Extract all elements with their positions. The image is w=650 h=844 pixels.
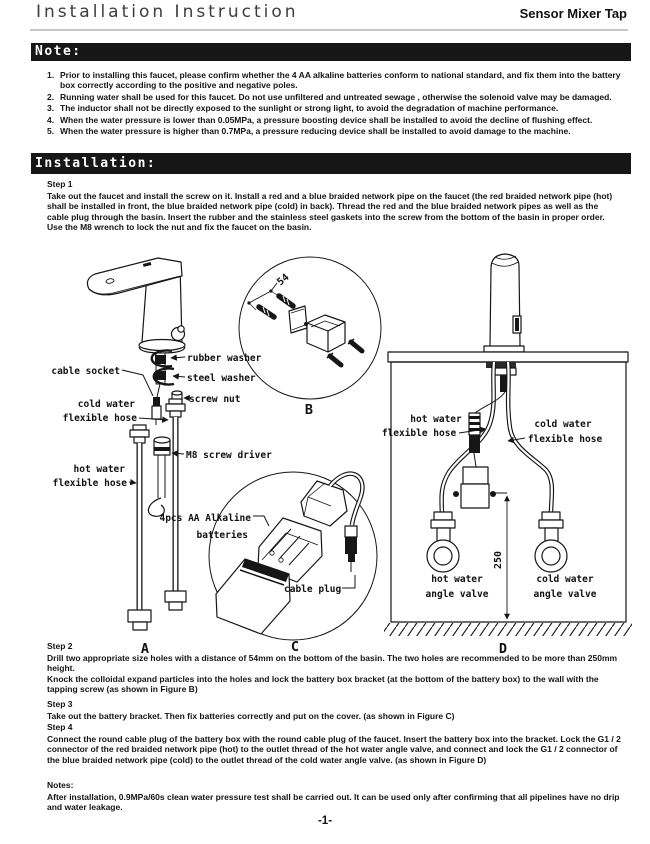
step-2-text-2: Knock the colloidal expand particles into the holes and lock the battery box bracket (at the bottom of the battery box) to the wall with the tapping screw (as shown in Figure B) xyxy=(47,673,599,695)
note-section-bar: Note: xyxy=(31,43,631,61)
figure-a-label: A xyxy=(140,641,150,657)
note-item xyxy=(47,92,621,102)
note-item-number: 2. xyxy=(47,91,55,102)
callout-hot-water: hot water xyxy=(73,464,125,475)
note-item-number: 4. xyxy=(47,114,55,125)
callout-cold-valve: cold water xyxy=(536,574,594,585)
figure-c-label: C xyxy=(290,639,300,655)
step-1-heading: Step 1 xyxy=(47,179,73,189)
product-name: Sensor Mixer Tap xyxy=(519,6,627,21)
ground-hatch xyxy=(384,623,632,636)
step-2-heading: Step 2 xyxy=(47,641,73,651)
note-item-number: 5. xyxy=(47,126,55,137)
figure-d-label: D xyxy=(498,641,508,657)
figure-d-callouts xyxy=(382,414,603,657)
callout-cable-plug: cable plug xyxy=(284,584,342,595)
battery-box-bracket xyxy=(304,315,345,352)
note-item-text: The inductor shall not be directly exposed to the sunlight or strong light, to avoid the degradation of machine performance. xyxy=(60,103,559,114)
notes-section xyxy=(47,780,621,813)
battery-box-drawing xyxy=(453,467,496,508)
counter-top xyxy=(388,352,628,362)
note-item-text: Running water shall be used for this faucet. Do not use unfiltered and untreated sewage , otherwise the solenoid valve may be damaged. xyxy=(60,91,612,102)
callout-cable-socket: cable socket xyxy=(51,366,120,377)
cold-hose-drawing xyxy=(165,399,186,610)
callout-hot-valve-2: angle valve xyxy=(425,589,489,600)
callout-batteries: 4pcs AA Alkaline xyxy=(159,513,251,524)
installation-section-bar: Installation: xyxy=(31,153,631,174)
note-item-number: 3. xyxy=(47,103,55,114)
hot-angle-valve-drawing xyxy=(427,512,459,572)
dimension-250-label: 250 xyxy=(493,550,504,570)
page-title: Installation Instruction xyxy=(36,2,299,22)
callout-hot-hose: hot water xyxy=(410,414,462,425)
callout-cold-hose-2: flexible hose xyxy=(527,434,603,445)
tapping-screws xyxy=(259,296,293,317)
note-item-text: Prior to installing this faucet, please confirm whether the 4 AA alkaline batteries conform to national standard, and fix them into the battery box correctly according to the positive and negative poles. xyxy=(60,70,621,91)
note-item xyxy=(47,70,621,91)
note-item-number: 1. xyxy=(47,70,55,80)
header-divider xyxy=(30,29,628,31)
step-4-text: Connect the round cable plug of the battery box with the round cable plug of the faucet. Insert the battery box into the bracket. Lock the G1 / 2 connector of the red braided network pipe (hot) to the outlet thread of the hot water angle valve, and connect and lock the G1 / 2 connector of the blue braided network pipe (cold) to the outlet thread of the cold water angle valve. (as shown in Figure D) xyxy=(47,734,621,765)
figure-c xyxy=(159,472,377,655)
callout-rubber-washer: rubber washer xyxy=(187,353,262,364)
notes-heading: Notes: xyxy=(47,780,74,790)
step-3-heading: Step 3 xyxy=(47,699,73,709)
callout-cold-hose: cold water xyxy=(534,419,592,430)
sensor-faucet-drawing xyxy=(484,254,524,352)
battery-cover-drawing xyxy=(301,481,347,526)
note-item xyxy=(47,126,621,136)
m8-screwdriver-drawing xyxy=(148,437,170,516)
page-number: -1- xyxy=(317,815,333,827)
callout-cold-valve-2: angle valve xyxy=(533,589,597,600)
bracket-plate xyxy=(289,306,307,333)
hot-hose-drawing xyxy=(128,425,151,630)
note-item xyxy=(47,103,621,113)
step-1-text: Take out the faucet and install the screw on it. Install a red and a blue braided network pipe on the faucet (the red braided network pipe (hot) shall be installed in front, the blue braided network pipe (cold) in back). Thread the red and the blue braided network pipes as well as the cable plug through the basin. Insert the rubber and the stainless steel gaskets into the screw from the bottom of the basin in proper order. Use the M8 wrench to lock the nut and fix the faucet on the basin. xyxy=(47,191,613,233)
notes-text: After installation, 0.9MPa/60s clean water pressure test shall be carried out. It can be used only after confirming that all pipelines have no drip and water leakage. xyxy=(47,792,620,813)
dimension-54-label: 54 xyxy=(275,271,292,289)
step-2 xyxy=(47,641,621,695)
callout-hot-water-2: flexible hose xyxy=(52,478,127,489)
figure-d xyxy=(382,254,632,657)
callout-m8-screwdriver: M8 screw driver xyxy=(186,450,272,461)
dimension-250 xyxy=(490,493,507,619)
step-4 xyxy=(47,722,621,765)
callout-batteries-2: batteries xyxy=(196,530,248,541)
cold-angle-valve-drawing xyxy=(535,512,567,572)
installation-diagram xyxy=(0,250,650,660)
mounting-hardware xyxy=(486,362,516,392)
callout-hot-valve: hot water xyxy=(431,574,483,585)
note-item-text: When the water pressure is lower than 0.05MPa, a pressure boosting device shall be installed to avoid the decline of flushing effect. xyxy=(60,114,593,125)
note-list xyxy=(47,70,621,137)
callout-hot-hose-2: flexible hose xyxy=(381,428,457,439)
step-4-heading: Step 4 xyxy=(47,722,73,732)
callout-steel-washer: steel washer xyxy=(187,373,256,384)
callout-screw-nut: screw nut xyxy=(189,394,241,405)
dimension-54 xyxy=(247,272,291,310)
step-1 xyxy=(47,179,621,233)
faucet-drawing xyxy=(87,258,185,353)
step-2-text-1: Drill two appropriate size holes with a distance of 54mm on the bottom of the basin. The two holes are recommended to be more than 250mm height. xyxy=(47,653,618,674)
callout-cold-water-2: flexible hose xyxy=(62,413,137,424)
figure-b xyxy=(239,257,381,418)
note-item-text: When the water pressure is higher than 0.7MPa, a pressure reducing device shall be installed to avoid damage to the machine. xyxy=(60,126,571,137)
step-3-text: Take out the battery bracket. Then fix batteries correctly and put on the cover. (as shown in Figure C) xyxy=(47,711,455,721)
callout-cold-water: cold water xyxy=(77,399,135,410)
figure-b-label: B xyxy=(304,402,314,418)
step-3 xyxy=(47,699,621,721)
battery-shell-drawing xyxy=(216,559,290,634)
note-item xyxy=(47,115,621,125)
